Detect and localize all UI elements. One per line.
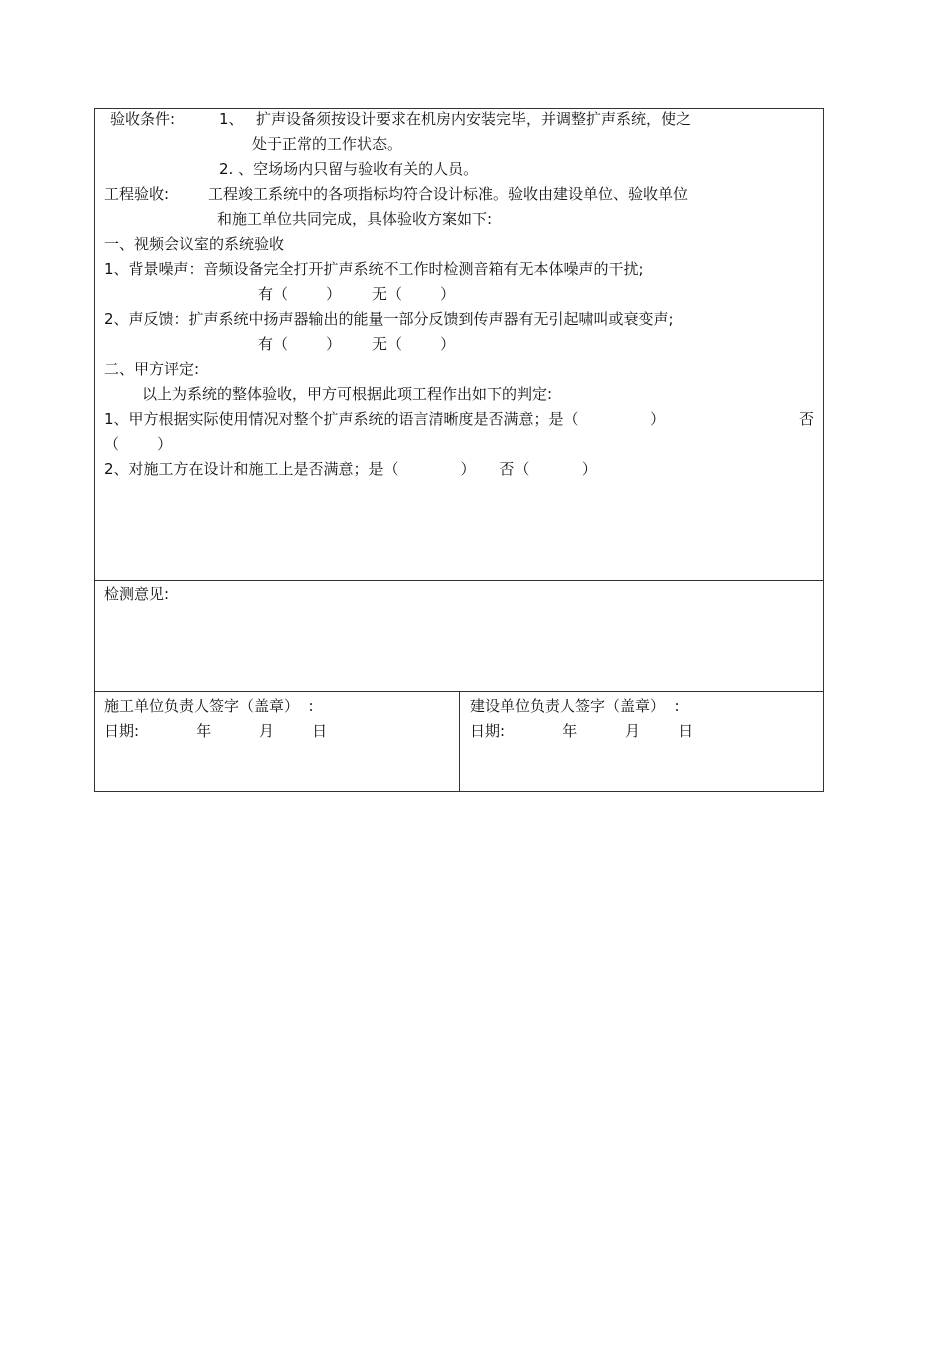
row-divider-inspection [95, 580, 823, 581]
client-date-line: 日期: 年 月 日 [470, 722, 694, 740]
client-signature-label: 建设单位负责人签字（盖章） : [470, 697, 680, 715]
evaluation-1-clarity: 1、甲方根据实际使用情况对整个扩声系统的语言清晰度是否满意；是（ ） [104, 410, 666, 428]
section-2-intro: 以上为系统的整体验收，甲方可根据此项工程作出如下的判定: [142, 385, 553, 403]
contractor-date-line: 日期: 年 月 日 [104, 722, 328, 740]
section-2-heading: 二、甲方评定: [104, 360, 200, 378]
engineering-acceptance-text: 工程竣工系统中的各项指标均符合设计标准。验收由建设单位、验收单位 [208, 185, 689, 203]
item-2-acoustic-feedback: 2、声反馈：扩声系统中扬声器输出的能量一部分反馈到传声器有无引起啸叫或衰变声; [104, 310, 674, 328]
engineering-acceptance-label: 工程验收: [104, 185, 170, 203]
item-2-none-option: 无（ ） [372, 335, 456, 353]
condition-2-text: 2. 、空场场内只留与验收有关的人员。 [219, 160, 479, 178]
contractor-signature-label: 施工单位负责人签字（盖章） : [104, 697, 314, 715]
acceptance-form-table [94, 108, 824, 792]
item-1-background-noise: 1、背景噪声：音频设备完全打开扩声系统不工作时检测音箱有无本体噪声的干扰; [104, 260, 644, 278]
section-1-heading: 一、视频会议室的系统验收 [104, 235, 285, 253]
condition-1-continuation: 处于正常的工作状态。 [252, 135, 403, 153]
column-divider-signatures [459, 691, 460, 792]
acceptance-condition-label: 验收条件: [110, 110, 176, 128]
engineering-acceptance-continuation: 和施工单位共同完成，具体验收方案如下: [217, 210, 493, 228]
inspection-opinion-label: 检测意见: [104, 585, 170, 603]
item-1-have-option: 有（ ） [258, 285, 342, 303]
item-2-have-option: 有（ ） [258, 335, 342, 353]
condition-1-number: 1、 [219, 110, 244, 128]
item-1-none-option: 无（ ） [372, 285, 456, 303]
evaluation-1-no-label: 否 [799, 410, 815, 428]
condition-1-text: 扩声设备须按设计要求在机房内安装完毕，并调整扩声系统，使之 [256, 110, 692, 128]
evaluation-1-no-option: （ ） [104, 435, 173, 453]
evaluation-2-satisfaction: 2、对施工方在设计和施工上是否满意；是（ ） 否（ ） [104, 460, 597, 478]
